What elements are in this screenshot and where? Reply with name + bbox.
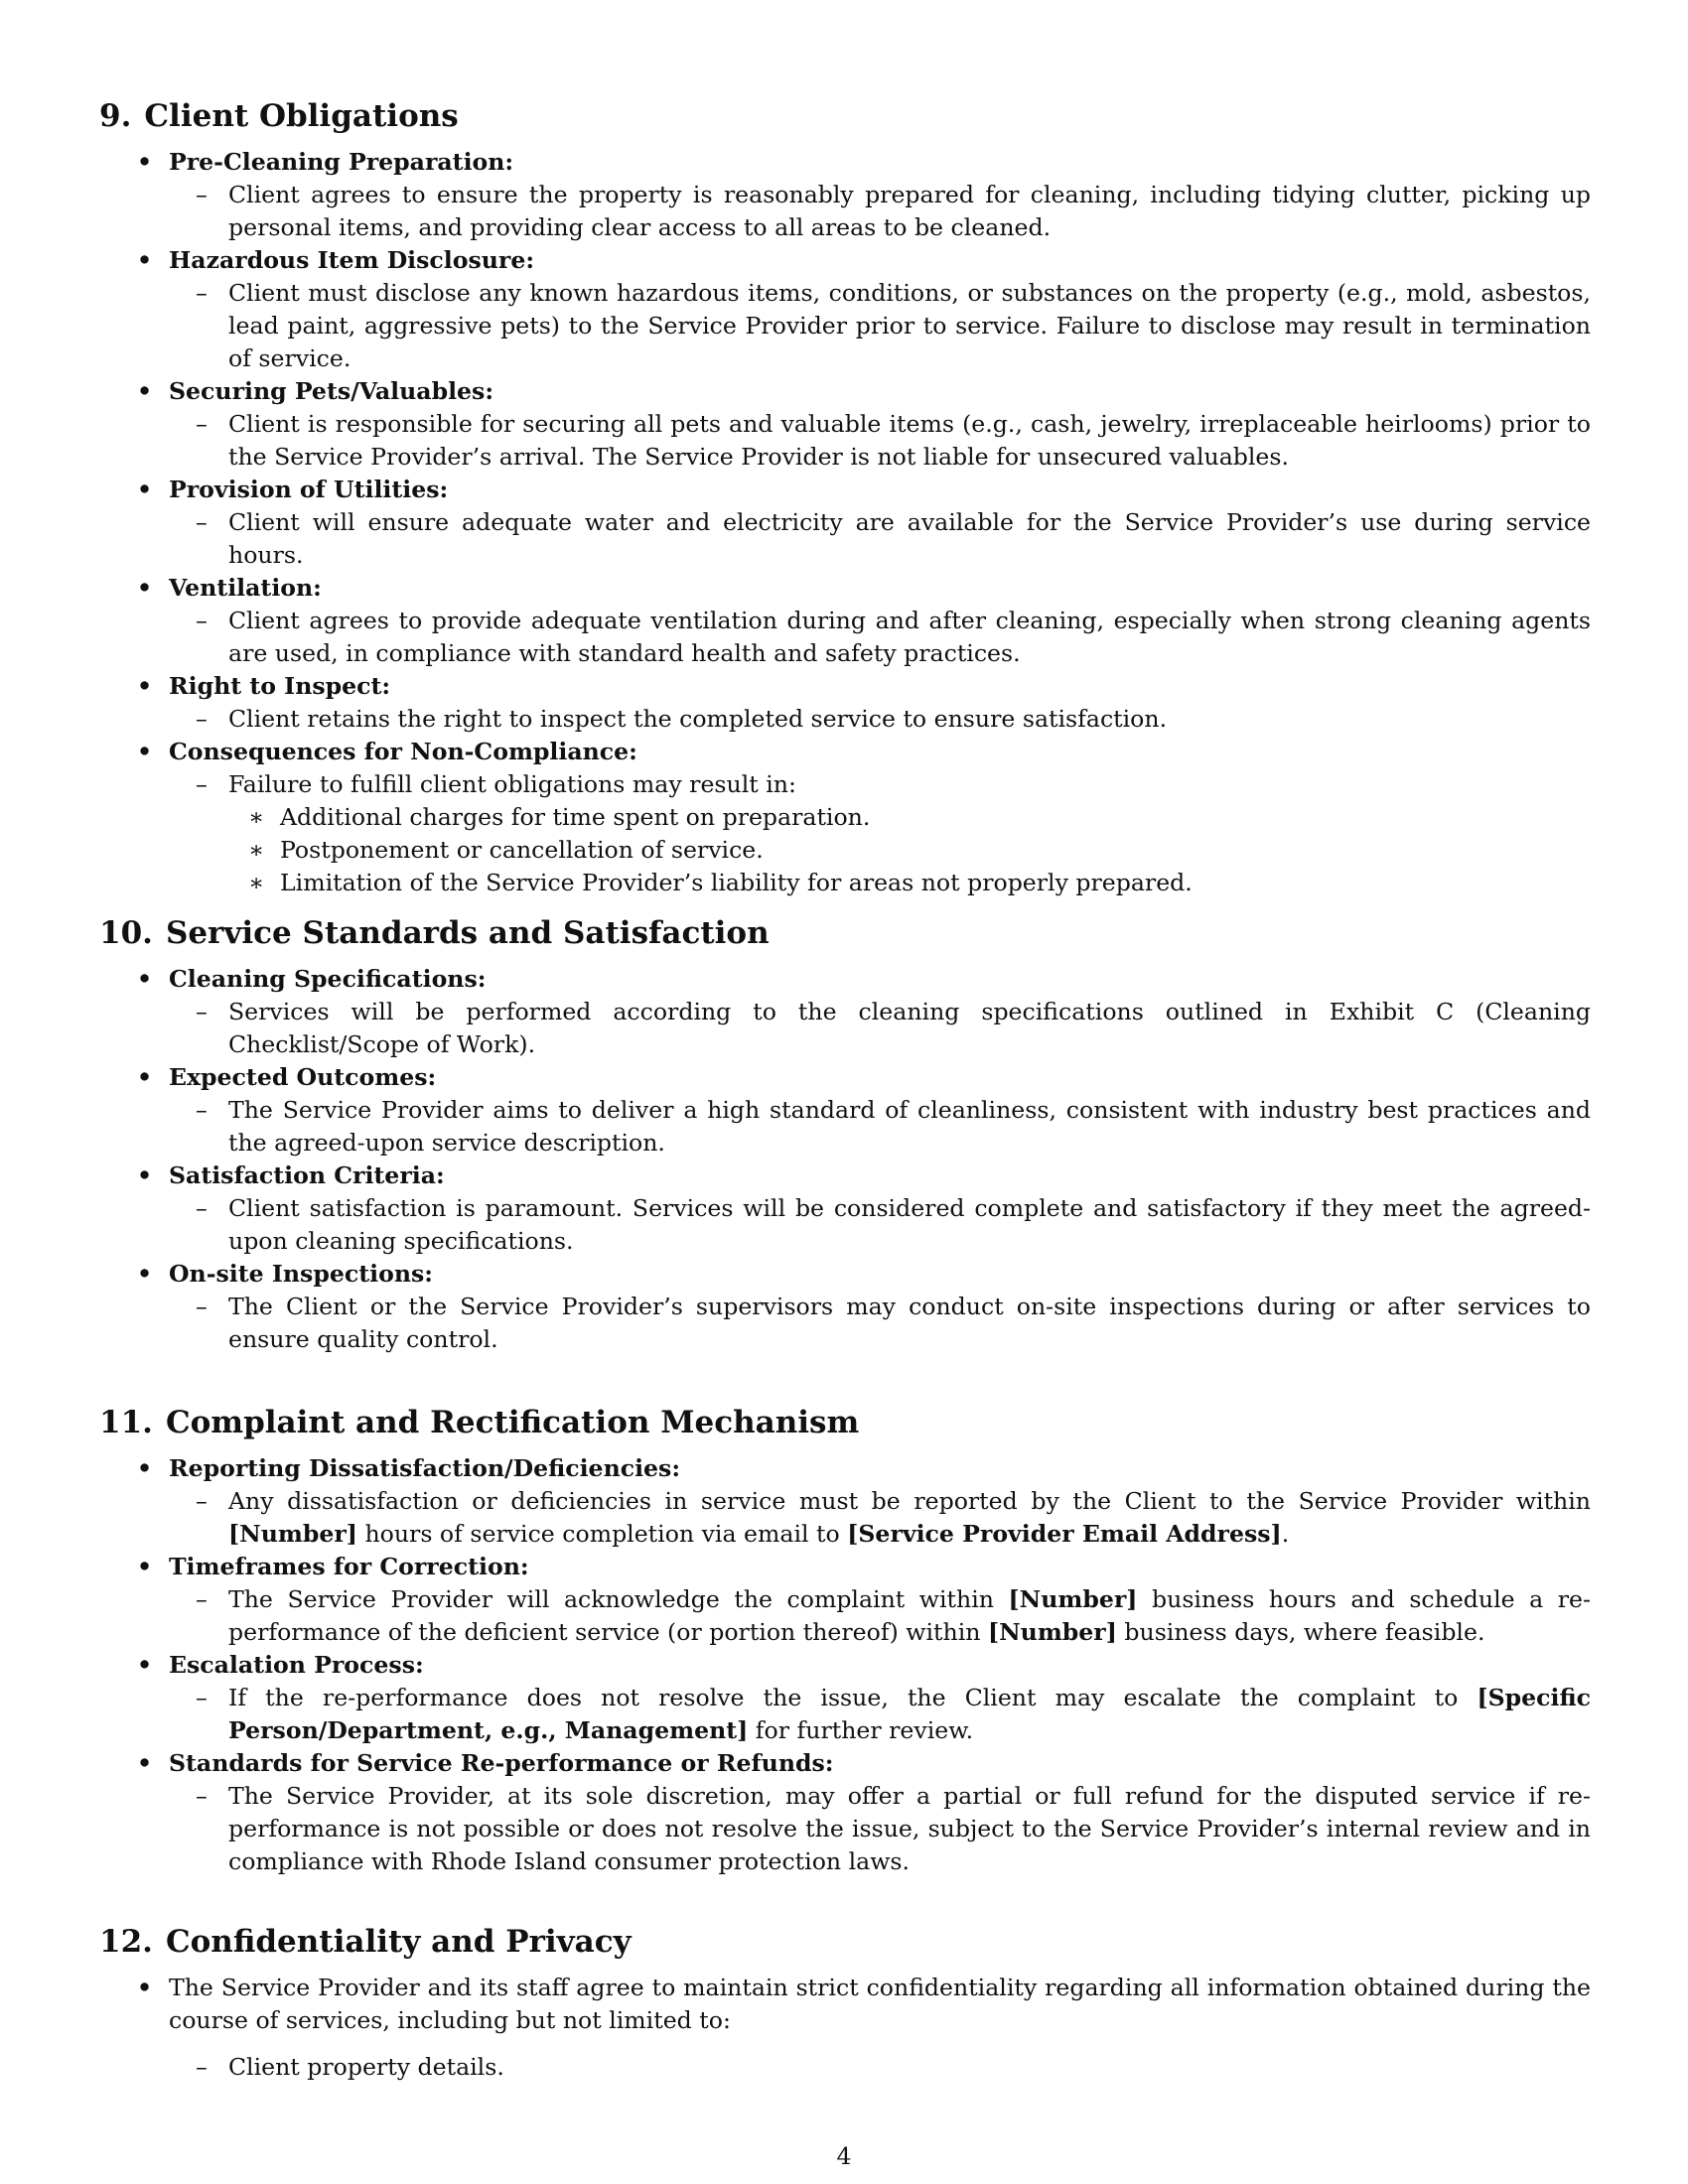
sub-item: – If the re-performance does not resolve the issue, the Client may escalate the complaint to [Specific Person/Department, e.g., Management] for further review. [196,1684,1591,1744]
sub-item: – Client retains the right to inspect the completed service to ensure satisfaction. [196,705,1168,733]
sub-item: – Client will ensure adequate water and electricity are available for the Service Provider’s use during service hours. [196,508,1591,569]
list-item: • Provision of Utilities: [137,476,449,503]
sub-item: – Any dissatisfaction or deficiencies in service must be reported by the Client to the Service Provider within [Number] hours of service completion via email to [Service Provider Email Address]. [196,1487,1591,1548]
sub-item: – Failure to fulfill client obligations may result in: [196,770,796,798]
section-service-standards [99,913,1591,1356]
list-item: • Hazardous Item Disclosure: [137,246,535,274]
list-item: • Cleaning Specifications: [137,965,487,993]
list-item: • The Service Provider and its staff agree to maintain strict confidentiality regarding all information obtained during the course of services, including but not limited to: [137,1974,1591,2034]
section-complaint-mechanism [99,1403,1591,1878]
list-item: • Ventilation: [137,574,322,602]
list-item: • Expected Outcomes: [137,1063,437,1091]
list-item: • Pre-Cleaning Preparation: [137,148,514,176]
sub-sub-item: ∗ Limitation of the Service Provider’s liability for areas not properly prepared. [248,869,1193,896]
list-item: • Reporting Dissatisfaction/Deficiencies: [137,1454,681,1482]
list-item: • Securing Pets/Valuables: [137,377,494,405]
list-item: • Satisfaction Criteria: [137,1161,445,1189]
list-item: • Escalation Process: [137,1651,424,1679]
sub-item: – Client agrees to ensure the property is reasonably prepared for cleaning, including tidying clutter, picking up personal items, and providing clear access to all areas to be cleaned. [196,181,1591,241]
sub-item: – The Service Provider will acknowledge the complaint within [Number] business hours and schedule a re-performance of the deficient service (or portion thereof) within [Number] business days, where feasible. [196,1585,1591,1646]
sub-item: – Services will be performed according to the cleaning specifications outlined in Exhibit C (Cleaning Checklist/Scope of Work). [196,998,1591,1058]
list-item: • Standards for Service Re-performance or Refunds: [137,1749,834,1777]
list-item: • On-site Inspections: [137,1260,433,1288]
sub-sub-item: ∗ Additional charges for time spent on preparation. [248,803,871,831]
sub-item: – The Service Provider aims to deliver a high standard of cleanliness, consistent with industry best practices and the agreed-upon service description. [196,1096,1591,1157]
sub-item: – Client property details. [196,2053,504,2081]
sub-item: – Client is responsible for securing all pets and valuable items (e.g., cash, jewelry, irreplaceable heirlooms) prior to the Service Provider’s arrival. The Service Provider is not liable for unsecured valuables. [196,410,1591,471]
sub-item: – Client satisfaction is paramount. Services will be considered complete and satisfactory if they meet the agreed-upon cleaning specifications. [196,1194,1591,1255]
section-heading: 9. Client Obligations [99,98,459,134]
sub-item: – Client agrees to provide adequate ventilation during and after cleaning, especially when strong cleaning agents are used, in compliance with standard health and safety practices. [196,607,1591,667]
section-heading: 11. Complaint and Rectification Mechanism [99,1405,860,1440]
sub-item: – Client must disclose any known hazardous items, conditions, or substances on the property (e.g., mold, asbestos, lead paint, aggressive pets) to the Service Provider prior to service. Failure to disclose may result in termination of service. [196,279,1591,372]
list-item: • Consequences for Non-Compliance: [137,738,637,765]
page-number: 4 [836,2142,852,2170]
sub-item: – The Service Provider, at its sole discretion, may offer a partial or full refund for the disputed service if re-performance is not possible or does not resolve the issue, subject to the Service Provider’s internal review and in compliance with Rhode Island consumer protection laws. [196,1782,1591,1875]
list-item: • Right to Inspect: [137,672,391,700]
sub-item: – The Client or the Service Provider’s supervisors may conduct on-site inspections during or after services to ensure quality control. [196,1293,1591,1353]
section-confidentiality [99,1922,1591,2084]
section-client-obligations [99,96,1591,899]
list-item: • Timeframes for Correction: [137,1553,529,1580]
section-heading: 12. Confidentiality and Privacy [99,1924,632,1960]
sub-sub-item: ∗ Postponement or cancellation of service. [248,836,764,864]
section-heading: 10. Service Standards and Satisfaction [99,915,770,951]
